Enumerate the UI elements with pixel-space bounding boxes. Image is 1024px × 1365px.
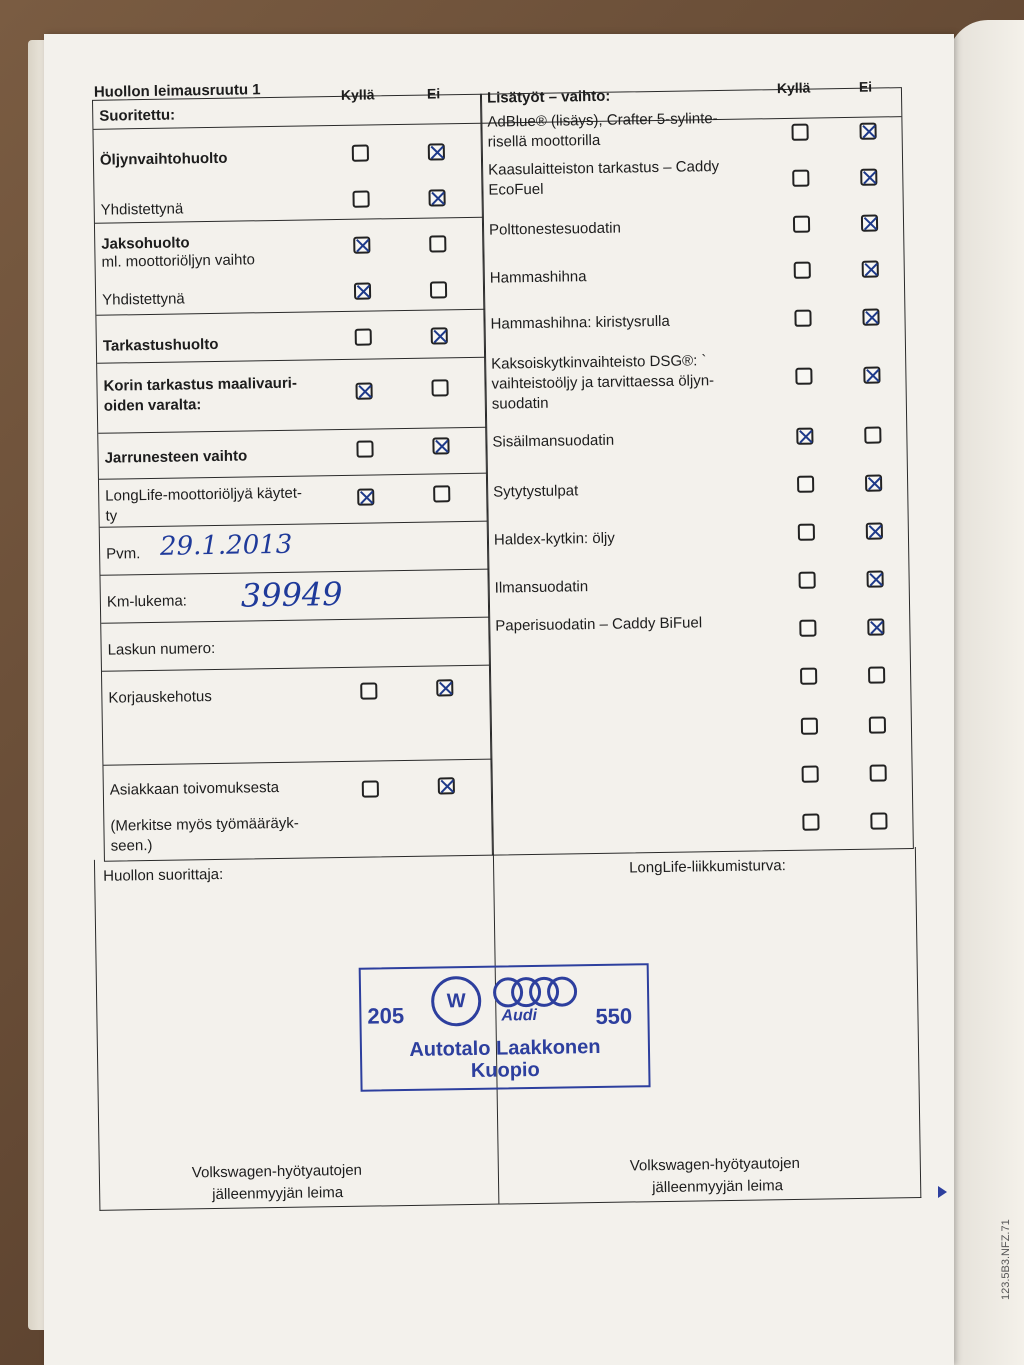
adblue-no-checkbox[interactable] [859,123,876,140]
dsg-label-2: vaihteistoöljy ja tarvittaessa öljyn- [491,372,715,393]
blank-1-yes-checkbox[interactable] [800,668,817,685]
customer-request-no-checkbox[interactable] [438,777,455,794]
date-value[interactable]: 29.1.2013 [159,529,293,562]
air-filter-yes-checkbox[interactable] [798,572,815,589]
body-inspection-yes-checkbox[interactable] [355,382,372,399]
blank-3-yes-checkbox[interactable] [802,766,819,783]
dsg-yes-checkbox[interactable] [795,368,812,385]
cabin-filter-yes-checkbox[interactable] [796,428,813,445]
gas-system-label-1: Kaasulaitteiston tarkastus – Caddy [488,158,720,179]
right-yes-header: Kyllä [776,79,811,97]
dealer-stamp-left-line-2: jälleenmyyjän leima [212,1184,344,1204]
combined-no-checkbox[interactable] [428,189,445,206]
audi-rings-icon [493,976,583,1003]
blank-4-no-checkbox[interactable] [870,812,887,829]
combined-2-yes-checkbox[interactable] [354,282,371,299]
spark-plugs-yes-checkbox[interactable] [797,476,814,493]
vw-logo-icon: W [431,976,482,1027]
dealer-stamp [359,963,651,1092]
additional-work-section [480,78,914,856]
fuel-filter-label: Polttonestesuodatin [488,219,621,239]
periodic-service-no-checkbox[interactable] [429,235,446,252]
longlife-mobility-label: LongLife-liikkumisturva: [628,857,786,877]
row-divider [100,521,488,528]
note-line-2: seen.) [110,836,153,855]
blank-3-no-checkbox[interactable] [870,764,887,781]
mileage-value[interactable]: 39949 [240,574,343,615]
body-inspection-label-2: oiden varalta: [103,396,202,415]
row-divider [101,617,489,624]
additional-work-heading: Lisätyöt – vaihto: [486,87,611,107]
blank-2-no-checkbox[interactable] [869,716,886,733]
brake-fluid-no-checkbox[interactable] [432,437,449,454]
adblue-label-2: risellä moottorilla [487,131,601,151]
repair-yes-checkbox[interactable] [360,682,377,699]
performed-label: Suoritettu: [99,106,176,125]
adblue-yes-checkbox[interactable] [791,124,808,141]
invoice-number-label: Laskun numero: [107,639,216,659]
oil-change-label: Öljynvaihtohuolto [99,149,228,169]
right-no-header: Ei [858,78,873,95]
blank-4-yes-checkbox[interactable] [802,814,819,831]
customer-request-yes-checkbox[interactable] [362,780,379,797]
tensioner-label: Hammashihna: kiristysrulla [490,312,670,333]
dsg-no-checkbox[interactable] [863,366,880,383]
repair-no-checkbox[interactable] [436,679,453,696]
body-inspection-label: Korin tarkastus maalivauri- [103,374,298,395]
stamp-city: Kuopio [470,1058,540,1083]
periodic-service-label: Jaksohuolto [101,234,190,253]
dealer-stamp-left-line-1: Volkswagen-hyötyautojen [191,1161,363,1182]
combined-2-label: Yhdistettynä [102,290,185,309]
yes-header: Kyllä [340,86,375,103]
timing-belt-yes-checkbox[interactable] [794,262,811,279]
tensioner-no-checkbox[interactable] [862,309,879,326]
combined-2-no-checkbox[interactable] [430,281,447,298]
blank-2-yes-checkbox[interactable] [801,718,818,735]
timing-belt-label: Hammashihna [489,268,587,287]
longlife-oil-yes-checkbox[interactable] [357,488,374,505]
row-divider [98,427,486,434]
audi-text: Audi [501,1006,538,1025]
no-header: Ei [426,85,441,102]
longlife-oil-label: LongLife-moottoriöljyä käytet- [105,484,303,505]
brake-fluid-yes-checkbox[interactable] [356,440,373,457]
row-divider [99,473,487,480]
next-page-arrow-icon [938,1186,947,1198]
oil-change-yes-checkbox[interactable] [352,145,369,162]
combined-label: Yhdistettynä [100,200,184,219]
gas-system-yes-checkbox[interactable] [792,170,809,187]
brake-fluid-label: Jarrunesteen vaihto [104,447,248,467]
inspection-no-checkbox[interactable] [431,327,448,344]
repair-recommendation-label: Korjauskehotus [108,688,212,707]
performer-label: Huollon suorittaja: [103,865,224,885]
row-divider [100,569,488,576]
air-filter-no-checkbox[interactable] [866,570,883,587]
stamp-dealer-name: Autotalo Laakkonen [409,1035,601,1061]
row-divider [102,665,490,672]
gas-system-no-checkbox[interactable] [860,169,877,186]
longlife-oil-label-2: ty [105,507,118,525]
air-filter-label: Ilmansuodatin [494,578,589,597]
dsg-label-3: suodatin [491,394,549,413]
paper-filter-yes-checkbox[interactable] [799,620,816,637]
row-divider [96,309,484,316]
timing-belt-no-checkbox[interactable] [862,261,879,278]
tensioner-yes-checkbox[interactable] [794,310,811,327]
cabin-filter-no-checkbox[interactable] [864,426,881,443]
dealer-stamp-right-line-1: Volkswagen-hyötyautojen [629,1154,801,1175]
haldex-yes-checkbox[interactable] [798,524,815,541]
cabin-filter-label: Sisäilmansuodatin [492,431,615,451]
row-divider [103,759,491,766]
paper-filter-no-checkbox[interactable] [867,618,884,635]
customer-request-label: Asiakkaan toivomuksesta [109,778,280,799]
mileage-label: Km-lukema: [106,592,188,611]
page-code: 123.5B3.NFZ.71 [1000,1219,1012,1300]
body-inspection-no-checkbox[interactable] [431,379,448,396]
longlife-oil-no-checkbox[interactable] [433,485,450,502]
spark-plugs-no-checkbox[interactable] [865,474,882,491]
row-divider [97,357,485,364]
spark-plugs-label: Sytytystulpat [493,482,579,501]
adjacent-page [948,20,1024,1365]
form-heading: Huollon leimausruutu 1 [93,81,261,101]
haldex-no-checkbox[interactable] [866,522,883,539]
periodic-service-sublabel: ml. moottoriöljyn vaihto [101,251,256,271]
oil-change-no-checkbox[interactable] [428,143,445,160]
stamp-right-number: 550 [595,1003,633,1030]
inspection-yes-checkbox[interactable] [355,328,372,345]
date-label: Pvm. [106,545,141,563]
stamp-left-number: 205 [367,1003,405,1029]
fuel-filter-no-checkbox[interactable] [861,215,878,232]
gas-system-label-2: EcoFuel [488,180,544,199]
combined-yes-checkbox[interactable] [352,190,369,207]
paper-filter-label: Paperisuodatin – Caddy BiFuel [495,614,703,635]
adblue-label-1: AdBlue® (lisäys), Crafter 5-sylinte- [487,110,718,131]
inspection-label: Tarkastushuolto [102,335,219,355]
dealer-stamp-right-line-2: jälleenmyyjän leima [652,1177,784,1197]
periodic-service-yes-checkbox[interactable] [353,236,370,253]
service-stamp-form [82,78,919,1210]
fuel-filter-yes-checkbox[interactable] [793,216,810,233]
stamp-section [94,847,921,1211]
note-line-1: (Merkitse myös työmääräyk- [110,814,299,835]
blank-1-no-checkbox[interactable] [868,666,885,683]
haldex-label: Haldex-kytkin: öljy [493,529,615,549]
dsg-label-1: Kaksoiskytkinvaihteisto DSG®: ` [491,352,707,373]
